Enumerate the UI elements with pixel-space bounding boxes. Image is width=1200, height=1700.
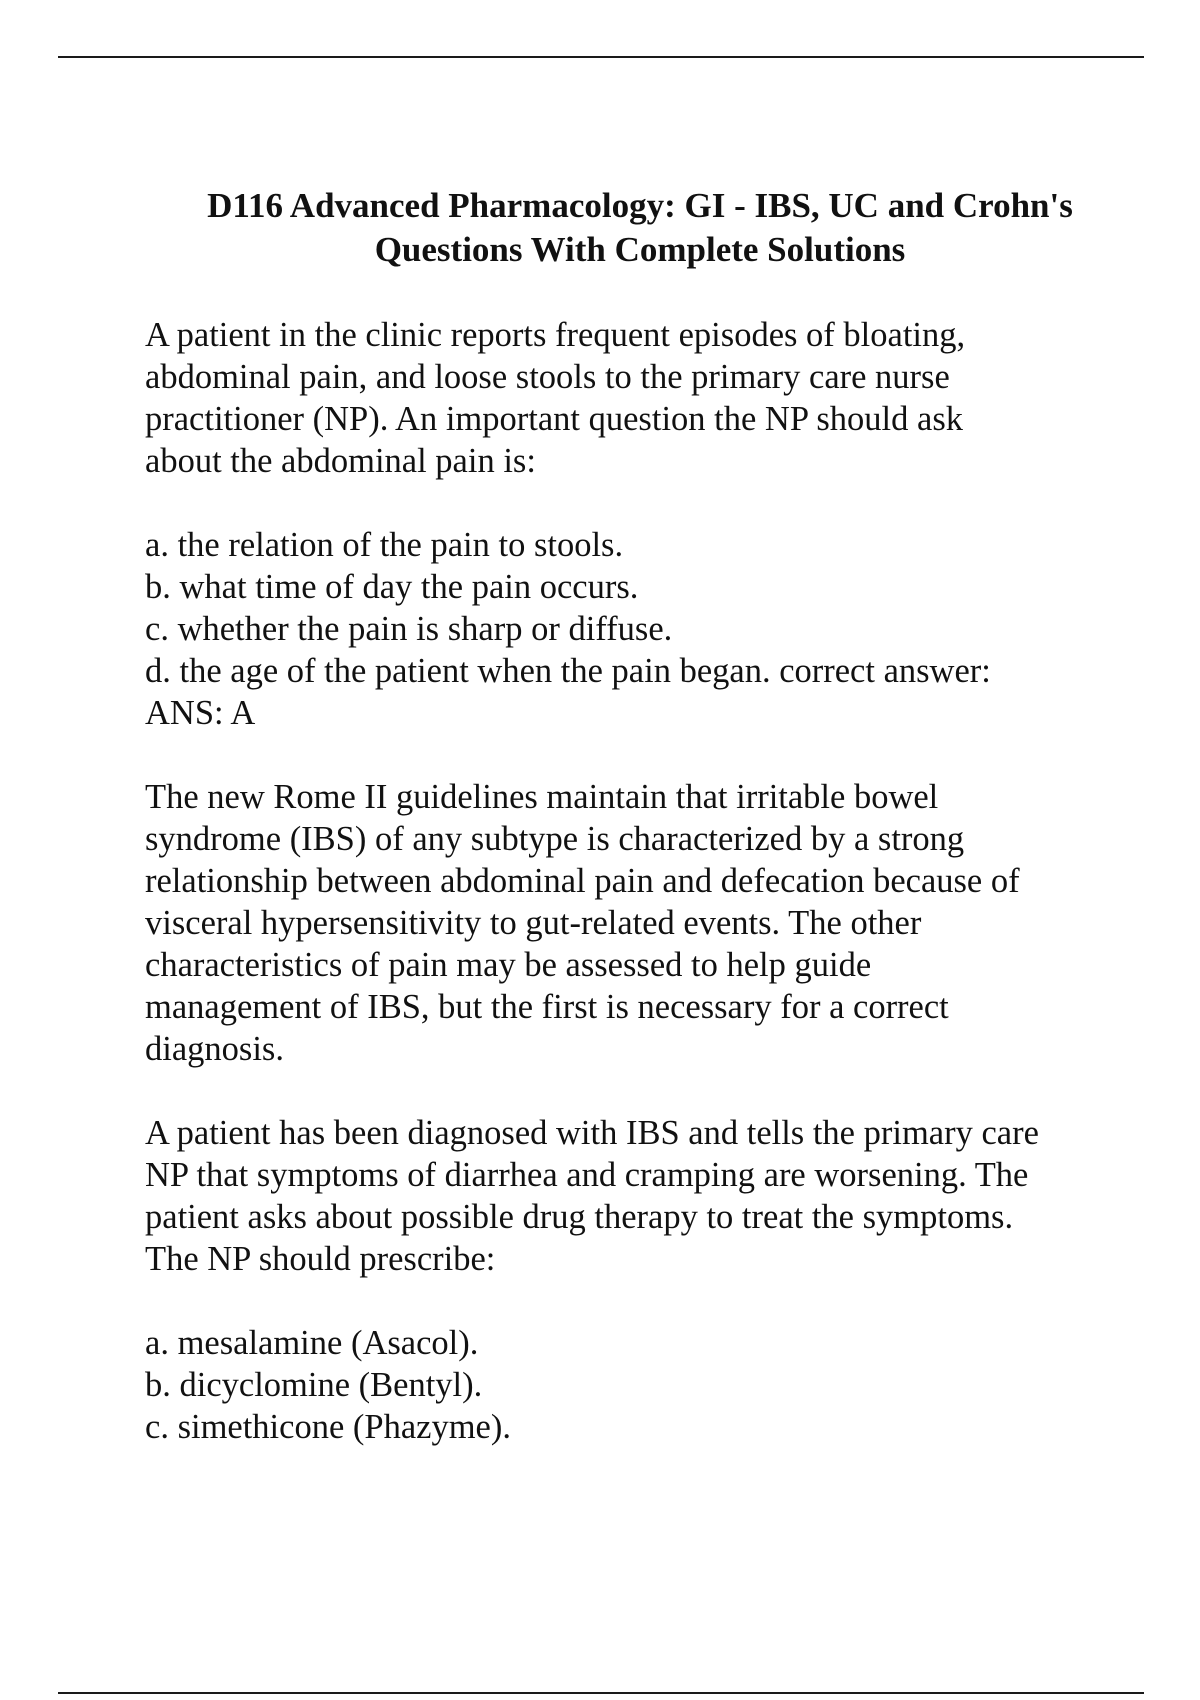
text-line: patient asks about possible drug therapy to treat the symptoms.: [145, 1198, 1014, 1236]
text-line: A patient in the clinic reports frequent episodes of bloating,: [145, 316, 966, 354]
text-line: A patient has been diagnosed with IBS and tells the primary care: [145, 1114, 1039, 1152]
option-item: a. mesalamine (Asacol).: [145, 1324, 479, 1362]
option-item: a. the relation of the pain to stools.: [145, 526, 624, 564]
text-line: abdominal pain, and loose stools to the primary care nurse: [145, 358, 950, 396]
text-line: NP that symptoms of diarrhea and cramping are worsening. The: [145, 1156, 1029, 1194]
title-line: D116 Advanced Pharmacology: GI - IBS, UC and Crohn's: [207, 186, 1073, 225]
top-rule: [58, 56, 1144, 58]
option-item: b. dicyclomine (Bentyl).: [145, 1366, 483, 1404]
rationale-1: [145, 776, 1105, 1070]
option-item: c. whether the pain is sharp or diffuse.: [145, 610, 673, 648]
answer-key: ANS: A: [145, 694, 256, 732]
document-body: [145, 184, 1105, 1490]
question-1-options: [145, 524, 1105, 734]
question-2-stem: [145, 1112, 1105, 1280]
text-line: relationship between abdominal pain and defecation because of: [145, 862, 1020, 900]
text-line: diagnosis.: [145, 1030, 284, 1068]
bottom-rule: [58, 1692, 1144, 1694]
text-line: syndrome (IBS) of any subtype is characterized by a strong: [145, 820, 965, 858]
option-item: d. the age of the patient when the pain began. correct answer:: [145, 652, 991, 690]
title-line: Questions With Complete Solutions: [374, 230, 906, 269]
question-1-stem: [145, 314, 1105, 482]
text-line: The new Rome II guidelines maintain that irritable bowel: [145, 778, 939, 816]
text-line: characteristics of pain may be assessed to help guide: [145, 946, 872, 984]
option-item: c. simethicone (Phazyme).: [145, 1408, 511, 1446]
document-title: [145, 184, 1105, 272]
question-2-options: [145, 1322, 1105, 1448]
text-line: The NP should prescribe:: [145, 1240, 496, 1278]
text-line: practitioner (NP). An important question the NP should ask: [145, 400, 963, 438]
text-line: about the abdominal pain is:: [145, 442, 536, 480]
text-line: management of IBS, but the first is necessary for a correct: [145, 988, 949, 1026]
option-item: b. what time of day the pain occurs.: [145, 568, 639, 606]
text-line: visceral hypersensitivity to gut-related events. The other: [145, 904, 922, 942]
